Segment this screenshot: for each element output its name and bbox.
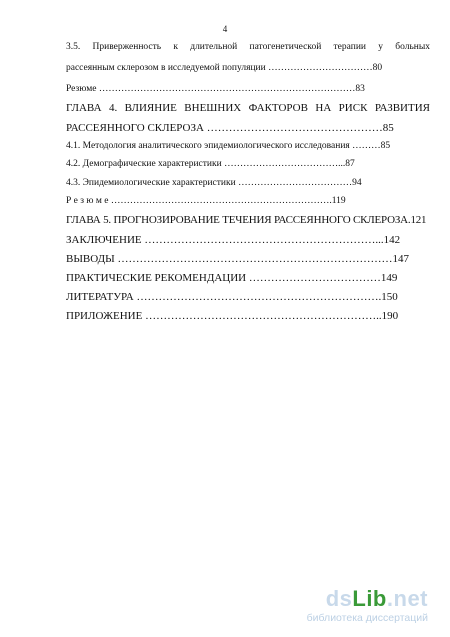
toc-line-appendix: ПРИЛОЖЕНИЕ ………………………………………………………..190 xyxy=(66,310,399,322)
toc-line-4-3: 4.3. Эпидемиологические характеристики ………………………………94 xyxy=(66,178,362,188)
toc-line-chapter-5: ГЛАВА 5. ПРОГНОЗИРОВАНИЕ ТЕЧЕНИЯ РАССЕЯННОГО СКЛЕРОЗА.121 xyxy=(66,214,427,226)
toc-line-3-5-cont: рассеянным склерозом в исследуемой популяции ……………………………80 xyxy=(66,63,383,73)
toc-line-conclusion: ЗАКЛЮЧЕНИЕ ………………………………………………………...142 xyxy=(66,234,401,246)
toc-line-resume-1: Резюме ………………………………………………………………………83 xyxy=(66,84,365,94)
dslib-watermark xyxy=(307,588,428,624)
toc-line-4-2: 4.2. Демографические характеристики ………………………………...87 xyxy=(66,159,355,169)
logo-dot: . xyxy=(386,586,394,611)
toc-line-chapter-4: ГЛАВА 4. ВЛИЯНИЕ ВНЕШНИХ ФАКТОРОВ НА РИСК РАЗВИТИЯ xyxy=(66,102,430,114)
toc-line-resume-2: Р е з ю м е …………………………………………………………….119 xyxy=(66,196,346,206)
logo-net: net xyxy=(393,586,428,611)
toc-line-3-5-title: 3.5. Приверженность к длительной патогенетической терапии у больных xyxy=(66,42,430,52)
dslib-logo xyxy=(307,588,428,610)
watermark-subtitle: библиотека диссертаций xyxy=(306,612,428,624)
page-number: 4 xyxy=(222,24,228,34)
toc-line-findings: ВЫВОДЫ …………………………………………………………………147 xyxy=(66,253,410,265)
toc-line-chapter-4-cont: РАССЕЯННОГО СКЛЕРОЗА …………………………………………85 xyxy=(66,122,394,134)
toc-line-recommendations: ПРАКТИЧЕСКИЕ РЕКОМЕНДАЦИИ ………………………………149 xyxy=(66,272,398,284)
logo-ds: ds xyxy=(325,586,353,611)
toc-line-4-1: 4.1. Методология аналитического эпидемиологического исследования ………85 xyxy=(66,141,391,151)
logo-lib: Lib xyxy=(352,586,387,611)
toc-line-literature: ЛИТЕРАТУРА ………………………………………………………….150 xyxy=(66,291,398,303)
